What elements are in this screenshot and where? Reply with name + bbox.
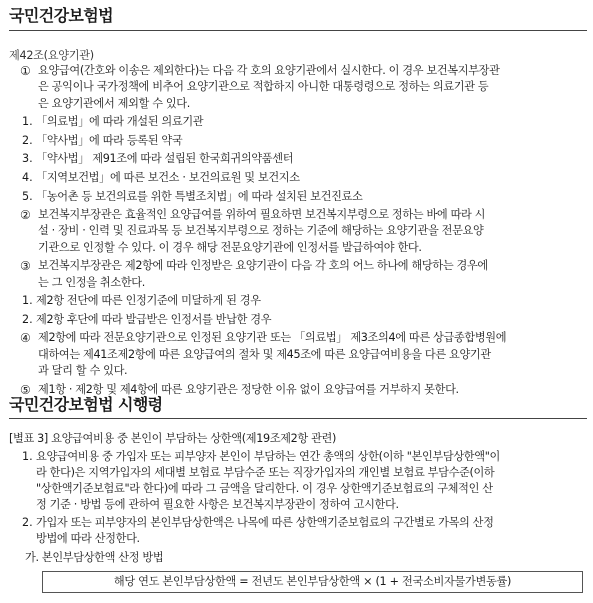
item-number: ④ — [20, 331, 31, 346]
paragraph — [0, 207, 593, 256]
text-line: 「지역보건법」에 따른 보건소 · 보건의료원 및 보건지소 — [36, 170, 300, 184]
paragraph — [0, 258, 593, 291]
text-line: 「농어촌 등 보건의료를 위한 특별조치법」에 따라 설치된 보건진료소 — [36, 189, 363, 203]
text-line: 요양급여(간호와 이송은 제외한다)는 다음 각 호의 요양기관에서 실시한다. 이 경우 보건복지부장관 — [38, 64, 500, 77]
text-line: 「약사법」 제91조에 따라 설립된 한국희귀의약품센터 — [36, 152, 294, 166]
text-line: 제2항 전단에 따른 인정기준에 미달하게 된 경우 — [36, 294, 261, 308]
item-number: 1. — [22, 294, 33, 308]
text-line: 라 한다)은 지역가입자의 세대별 보험료 부담수준 또는 직장가입자의 개인별 보험료 부담수준(이하 — [36, 465, 495, 479]
subitem — [0, 133, 593, 149]
text-line: 「약사법」에 따라 등록된 약국 — [36, 133, 183, 147]
decree-body — [0, 431, 593, 566]
text-line: 제1항 · 제2항 및 제4항에 따른 요양기관은 정당한 이유 없이 요양급여를 거부하지 못한다. — [38, 382, 459, 396]
item-number: ⑤ — [20, 382, 31, 397]
paragraph — [0, 63, 593, 112]
item-number: ① — [20, 64, 31, 78]
law-paragraphs — [0, 63, 593, 398]
list-item — [0, 449, 593, 514]
item-number: 2. — [22, 516, 33, 530]
item-number: 4. — [22, 170, 33, 184]
list-item — [0, 515, 593, 548]
text-line: 제2항에 따라 전문요양기관으로 인정된 요양기관 또는 「의료법」 제3조의4에 따른 상급종합병원에 — [38, 331, 507, 345]
appendix-title: [별표 3] 요양급여비용 중 본인이 부담하는 상한액(제19조제2항 관련) — [9, 432, 337, 445]
paragraph — [0, 330, 593, 379]
text-line: "상한액기준보험료"라 한다)에 따라 그 금액을 달리한다. 이 경우 상한액기준보험료의 구체적인 산 — [36, 482, 493, 496]
subitem — [0, 189, 593, 205]
text-line: 요양급여비용 중 가입자 또는 피부양자 본인이 부담하는 연간 총액의 상한(이하 "본인부담상한액"이 — [36, 449, 500, 463]
item-number: 2. — [22, 133, 33, 147]
text-line: 제2항 후단에 따라 발급받은 인정서를 반납한 경우 — [36, 312, 272, 326]
item-number: 3. — [22, 152, 33, 166]
text-line: 는 그 인정을 취소한다. — [38, 275, 145, 289]
law-title: 국민건강보험법 — [9, 6, 113, 25]
item-number: 1. — [22, 449, 33, 463]
text-line: 정 기준 · 방법 등에 관하여 필요한 사항은 보건복지부장관이 정하여 고시한다. — [36, 498, 399, 512]
decree-title: 국민건강보험법 시행령 — [9, 395, 163, 414]
text-line: 은 요양기관에서 제외할 수 있다. — [38, 96, 190, 110]
text-line: 대하여는 제41조제2항에 따른 요양급여의 절차 및 제45조에 따른 요양급여비용을 다른 요양기관 — [38, 347, 491, 361]
subitem — [0, 312, 593, 328]
text-line: 보건복지부장관은 제2항에 따라 인정받은 요양기관이 다음 각 호의 어느 하나에 해당하는 경우에 — [38, 259, 488, 273]
title-divider — [9, 30, 587, 31]
item-number: 2. — [22, 312, 33, 326]
text-line: 과 달리 할 수 있다. — [38, 364, 128, 378]
subitem — [0, 293, 593, 309]
text-line: 「의료법」에 따라 개설된 의료기관 — [36, 115, 204, 129]
subheading: 가. 본인부담상한액 산정 방법 — [25, 550, 164, 564]
subitem — [0, 170, 593, 186]
subitem — [0, 114, 593, 130]
title-divider — [9, 418, 587, 419]
item-number: 1. — [22, 115, 33, 129]
text-line: 가입자 또는 피부양자의 본인부담상한액은 나목에 따른 상한액기준보험료의 구간별로 가목의 산정 — [36, 516, 494, 530]
text-line: 보건복지부장관은 효율적인 요양급여를 위하여 필요하면 보건복지부령으로 정하는 바에 따라 시 — [38, 208, 486, 222]
article-title: 제42조(요양기관) — [9, 49, 94, 62]
text-line: 기관으로 인정할 수 있다. 이 경우 해당 전문요양기관에 인정서를 발급하여야 한다. — [38, 240, 422, 254]
text-line: 은 공익이나 국가정책에 비추어 요양기관으로 적합하지 아니한 대통령령으로 정하는 의료기관 등 — [38, 80, 489, 94]
subitem — [0, 151, 593, 167]
text-line: 방법에 따라 산정한다. — [36, 532, 140, 546]
text-line: 설 · 장비 · 인력 및 진료과목 등 보건복지부령으로 정하는 기준에 해당하는 요양기관을 전문요양 — [38, 224, 484, 238]
item-number: ② — [20, 208, 31, 223]
item-number: ③ — [20, 259, 31, 274]
formula-box: 해당 연도 본인부담상한액 = 전년도 본인부담상한액 × (1 + 전국소비자물가변동률) — [42, 571, 583, 593]
item-number: 5. — [22, 189, 33, 203]
